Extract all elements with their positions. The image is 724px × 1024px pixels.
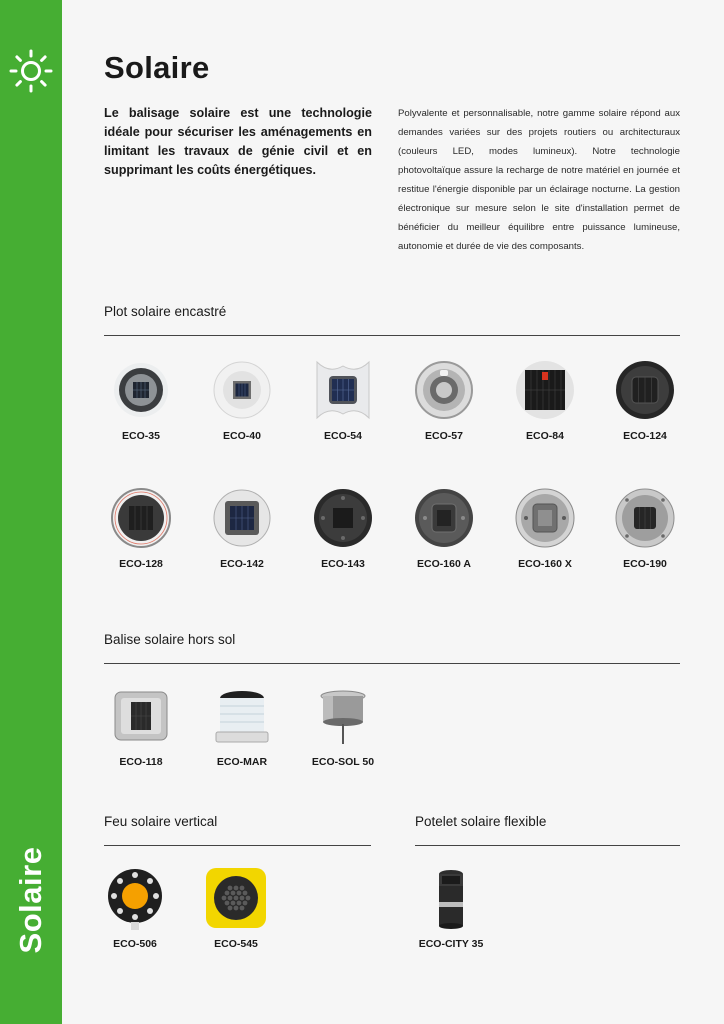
product-label: ECO-124 [623, 430, 667, 442]
product-image-eco-160-x [513, 486, 577, 550]
product-eco-545 [191, 866, 281, 950]
product-image-eco-160-a [412, 486, 476, 550]
product-eco-128 [96, 486, 186, 570]
product-eco-143 [298, 486, 388, 570]
product-label: ECO-506 [113, 938, 157, 950]
product-eco-506 [90, 866, 180, 950]
product-eco-160-a [399, 486, 489, 570]
product-label: ECO-SOL 50 [311, 756, 375, 768]
product-label: ECO-57 [425, 430, 463, 442]
product-image-eco-35 [109, 358, 173, 422]
product-image-eco-84 [513, 358, 577, 422]
sidebar-vertical-title: Solaire [13, 846, 48, 954]
product-eco-mar [197, 684, 287, 768]
sun-icon [8, 48, 54, 94]
product-label: ECO-MAR [216, 756, 268, 768]
product-eco-35 [96, 358, 186, 442]
product-eco-84 [500, 358, 590, 442]
product-label: ECO-142 [220, 558, 264, 570]
product-eco-142 [197, 486, 287, 570]
product-label: ECO-143 [321, 558, 365, 570]
body-paragraph: Polyvalente et personnalisable, notre gamme solaire répond aux demandes variées sur des projets routiers ou architecturaux (couleurs LED, modes lumineux). Notre technologie photovoltaïque assure la recharge de notre matériel en journée et restitue l'énergie disponible par un éclairage nocturne. La gestion électronique sur mesure selon le site d'installation permet de bénéficier du meilleur équilibre entre puissance lumineuse, autonomie et durée de vie des composants. [398, 108, 680, 252]
product-label: ECO-160 A [417, 558, 471, 570]
product-eco-40 [197, 358, 287, 442]
section-title-potelet: Potelet solaire flexible [415, 814, 547, 829]
page-title: Solaire [104, 50, 210, 85]
section-divider [104, 663, 680, 664]
section-title-vertical: Feu solaire vertical [104, 814, 218, 829]
product-image-eco-545 [204, 866, 268, 930]
section-title-hors-sol: Balise solaire hors sol [104, 632, 236, 647]
section-title-encastre: Plot solaire encastré [104, 304, 227, 319]
section-divider [104, 335, 680, 336]
product-image-eco-57 [412, 358, 476, 422]
product-image-eco-506 [103, 866, 167, 930]
product-image-eco-190 [613, 486, 677, 550]
product-label: ECO-35 [122, 430, 160, 442]
product-image-eco-40 [210, 358, 274, 422]
product-image-eco-124 [613, 358, 677, 422]
product-eco-190 [600, 486, 690, 570]
product-label: ECO-54 [324, 430, 362, 442]
product-image-eco-143 [311, 486, 375, 550]
product-label: ECO-128 [119, 558, 163, 570]
product-image-eco-128 [109, 486, 173, 550]
product-image-eco-sol-50 [311, 684, 375, 748]
product-label: ECO-545 [214, 938, 258, 950]
product-eco-118 [96, 684, 186, 768]
product-image-eco-mar [210, 684, 274, 748]
product-label: ECO-118 [119, 756, 163, 768]
product-eco-124 [600, 358, 690, 442]
product-eco-57 [399, 358, 489, 442]
lead-paragraph: Le balisage solaire est une technologie idéale pour sécuriser les aménagements en limitant les travaux de génie civil et en supprimant les coûts énergétiques. [104, 106, 372, 177]
section-divider [104, 845, 371, 846]
product-eco-54 [298, 358, 388, 442]
section-divider [415, 845, 680, 846]
product-eco-city-35 [406, 866, 496, 950]
product-label: ECO-40 [223, 430, 261, 442]
product-image-eco-118 [109, 684, 173, 748]
product-label: ECO-190 [623, 558, 667, 570]
sidebar [0, 0, 62, 1024]
product-eco-160-x [500, 486, 590, 570]
product-label: ECO-160 X [518, 558, 572, 570]
product-label: ECO-84 [526, 430, 564, 442]
product-label: ECO-CITY 35 [418, 938, 484, 950]
product-eco-sol-50 [298, 684, 388, 768]
product-image-eco-142 [210, 486, 274, 550]
product-image-eco-54 [311, 358, 375, 422]
product-image-eco-city-35 [419, 866, 483, 930]
